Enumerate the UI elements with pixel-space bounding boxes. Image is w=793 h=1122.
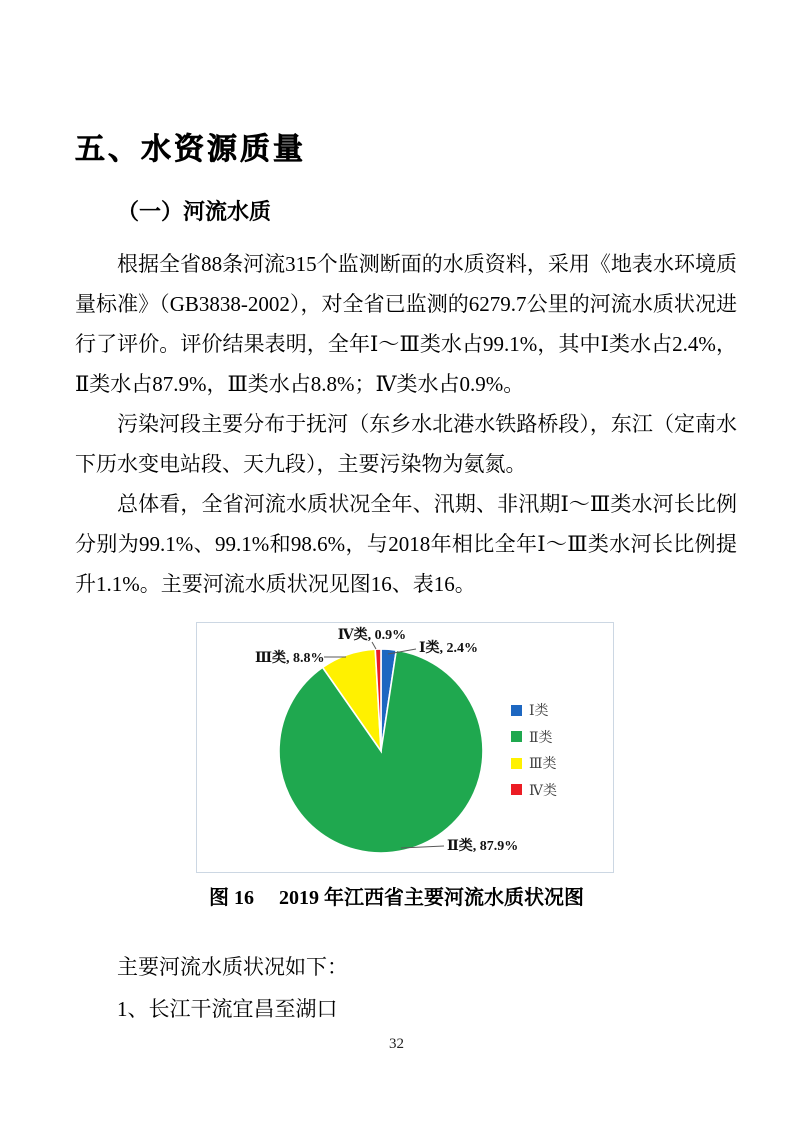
pie-label-class1: Ⅰ类, 2.4% bbox=[419, 641, 479, 656]
legend-item bbox=[511, 750, 557, 777]
chart-legend bbox=[511, 697, 557, 803]
legend-label: Ⅱ类 bbox=[529, 730, 553, 746]
legend-label: Ⅳ类 bbox=[529, 783, 557, 799]
paragraph: 总体看，全省河流水质状况全年、汛期、非汛期Ⅰ～Ⅲ类水河长比例分别为99.1%、99.1%和98.6%，与2018年相比全年Ⅰ～Ⅲ类水河长比例提升1.1%。主要河流水质状况见图16、表16。 bbox=[75, 492, 737, 596]
figure-caption: 图 16 2019 年江西省主要河流水质状况图 bbox=[209, 887, 584, 909]
legend-item bbox=[511, 697, 557, 724]
legend-swatch-class2-icon bbox=[511, 731, 522, 742]
page-number: 32 bbox=[389, 1036, 404, 1052]
legend-item bbox=[511, 724, 557, 751]
body-line: 1、长江干流宜昌至湖口 bbox=[117, 997, 338, 1021]
legend-item bbox=[511, 777, 557, 804]
pie-chart-figure bbox=[196, 622, 614, 873]
pie-label-class4: Ⅳ类, 0.9% bbox=[337, 628, 407, 643]
legend-swatch-class1-icon bbox=[511, 705, 522, 716]
paragraph: 污染河段主要分布于抚河（东乡水北港水铁路桥段），东江（定南水下历水变电站段、天九段），主要污染物为氨氮。 bbox=[75, 412, 737, 476]
section-heading: 五、水资源质量 bbox=[75, 133, 306, 166]
pie-label-class2: Ⅱ类, 87.9% bbox=[447, 839, 519, 854]
body-text-block bbox=[75, 244, 737, 604]
subsection-heading: （一）河流水质 bbox=[117, 199, 272, 224]
legend-swatch-class3-icon bbox=[511, 758, 522, 769]
body-line: 主要河流水质状况如下： bbox=[117, 955, 348, 979]
legend-label: Ⅲ类 bbox=[529, 757, 557, 773]
paragraph: 根据全省88条河流315个监测断面的水质资料，采用《地表水环境质量标准》（GB3838-2002），对全省已监测的6279.7公里的河流水质状况进行了评价。评价结果表明，全年Ⅰ～Ⅲ类水占99.1%，其中Ⅰ类水占2.4%，Ⅱ类水占87.9%，Ⅲ类水占8.8%；Ⅳ类水占0.9%。 bbox=[75, 252, 737, 396]
legend-swatch-class4-icon bbox=[511, 784, 522, 795]
closing-text-block bbox=[75, 946, 737, 1030]
pie-label-class3: Ⅲ类, 8.8% bbox=[255, 651, 325, 666]
legend-label: Ⅰ类 bbox=[529, 704, 549, 720]
